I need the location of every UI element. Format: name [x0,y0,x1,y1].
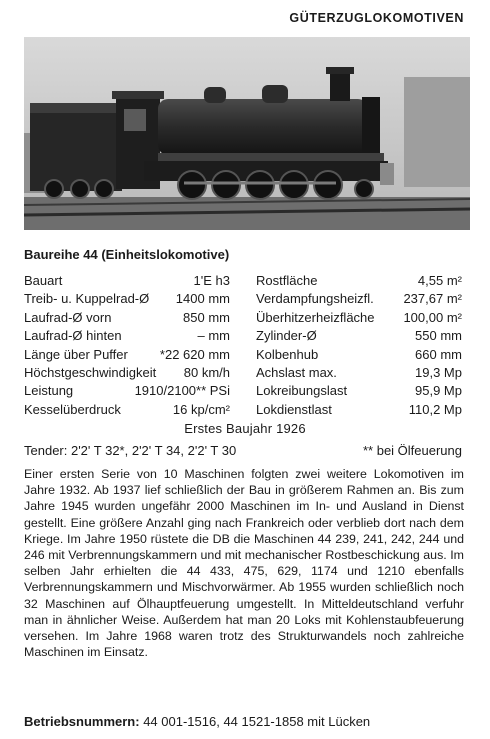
spec-label: Treib- u. Kuppelrad-Ø [24,291,150,307]
spec-label: Laufrad-Ø hinten [24,328,122,344]
spec-value: 110,2 Mp [408,401,462,417]
spec-value: 850 mm [183,309,230,325]
spec-row [24,272,230,290]
spec-label: Kesselüberdruck [24,401,121,417]
spec-value: 1'E h3 [193,273,230,288]
operating-numbers-value: 44 001-1516, 44 1521-1858 mit Lücken [143,714,371,729]
tender-types: Tender: 2'2' T 32*, 2'2' T 34, 2'2' T 30 [24,443,237,458]
spec-value: 19,3 Mp [415,365,462,381]
description-paragraph: Einer ersten Serie von 10 Maschinen folgten zwei weitere Lokomotiven im Jahre 1932. Ab 1937 lief schließlich der Bau in größerem Rahmen an. Bis zum Jahre 1945 wurden ungefähr 2000 Maschinen im In- und Ausland in Dienst gestellt. Eine größere Anzahl ging nach Frankreich oder verblieb dort nach dem Kriege. Im Jahre 1950 rüstete die DB die Maschinen 44 239, 241, 242, 244 und 246 mit Verbrennungskammern und mit mechanischer Rostbeschickung aus. Im selben Jahr erhielten die 44 433, 475, 629, 1174 und 1210 ebenfalls Verbrennungskammern und Mischvorwärmer. Ab 1955 wurden schließlich noch 32 Maschinen auf Ölhauptfeuerung umgestellt. In Mitteldeutschland verfuhr man in ähnlicher Weise. Außerdem hat man 20 Loks mit Kohlenstaubfeuerung versehen. Im Jahre 1968 waren trotz des Strukturwandels noch zahlreiche Maschinen im Einsatz. [24,467,464,660]
spec-value: – mm [197,328,230,344]
operating-numbers-label: Betriebsnummern: [24,714,140,729]
spec-value: *22 620 mm [159,346,230,362]
spec-value: 1400 mm [175,291,230,307]
spec-value: 660 mm [415,346,462,362]
locomotive-illustration [24,37,470,230]
operating-numbers [24,714,370,729]
spec-label: Überhitzerheizfläche [256,309,375,325]
spec-value: 1910/2100** PSi [134,383,230,399]
spec-row [256,272,462,290]
spec-row [24,346,230,364]
spec-label: Verdampfungsheizfl. [256,291,374,307]
spec-label: Kolbenhub [256,346,319,362]
spec-label: Lokdienstlast [256,401,332,417]
spec-label: Leistung [24,383,74,399]
spec-row [256,309,462,327]
locomotive-photo [24,37,470,230]
spec-value: 80 km/h [183,365,230,381]
spec-label: Rostfläche [256,273,318,288]
spec-value: 100,00 m² [403,309,462,325]
spec-row [24,290,230,308]
spec-value: 16 kp/cm² [172,401,230,417]
spec-value: 550 mm [415,328,462,344]
locomotive-title: Baureihe 44 (Einheitslokomotive) [24,247,230,262]
spec-column-right [256,272,462,419]
section-title: GÜTERZUGLOKOMOTIVEN [289,11,464,25]
spec-row [24,309,230,327]
spec-label: Länge über Puffer [24,346,128,362]
spec-row [256,364,462,382]
spec-column-left [24,272,230,419]
spec-value: 95,9 Mp [415,383,462,399]
spec-row [24,327,230,345]
spec-value: 237,67 m² [403,291,462,307]
spec-label: Laufrad-Ø vorn [24,309,112,325]
spec-row [256,401,462,419]
spec-row [24,382,230,400]
spec-value: 4,55 m² [417,273,462,288]
spec-label: Höchstgeschwindigkeit [24,365,157,381]
spec-label: Lokreibungslast [256,383,348,399]
spec-label: Bauart [24,273,63,288]
spec-row [256,382,462,400]
spec-label: Zylinder-Ø [256,328,317,344]
spec-row [24,401,230,419]
spec-label: Achslast max. [256,365,337,381]
footnote: ** bei Ölfeuerung [362,443,462,458]
spec-row [256,327,462,345]
spec-row [256,346,462,364]
spec-row [256,290,462,308]
spec-row [24,364,230,382]
first-build-year: Erstes Baujahr 1926 [184,421,306,436]
